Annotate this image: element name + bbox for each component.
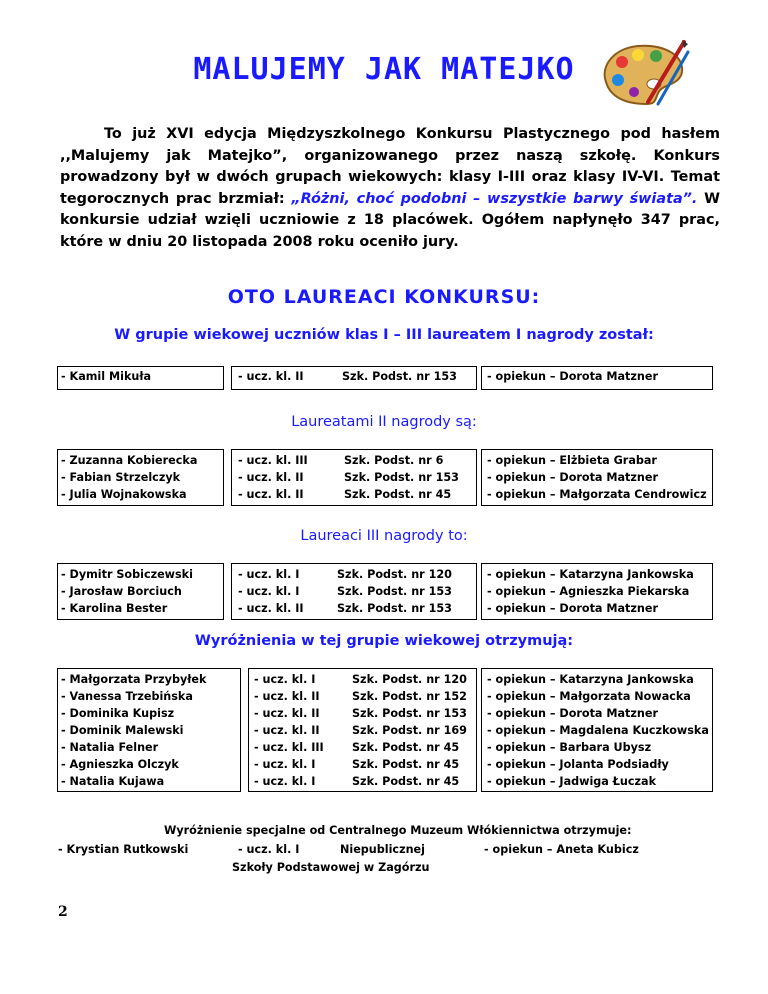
student-school: Szk. Podst. nr 45 (352, 758, 460, 771)
student-name: - Julia Wojnakowska (61, 488, 187, 501)
student-school: Szk. Podst. nr 120 (337, 568, 452, 581)
special-student-school: Niepublicznej (340, 843, 425, 856)
student-class: - ucz. kl. II (238, 471, 304, 484)
student-tutor: - opiekun – Elżbieta Grabar (487, 454, 657, 467)
first-prize-table (57, 366, 713, 390)
section-heading-third-prize: Laureaci III nagrody to: (300, 528, 468, 544)
special-distinction-heading: Wyróżnienie specjalne od Centralnego Muzeum Włókiennictwa otrzymuje: (164, 824, 632, 837)
student-name: - Fabian Strzelczyk (61, 471, 181, 484)
student-class: - ucz. kl. III (254, 741, 324, 754)
student-name: - Kamil Mikuła (61, 370, 152, 383)
student-tutor: - opiekun – Dorota Matzner (487, 471, 658, 484)
student-name: - Jarosław Borciuch (61, 585, 182, 598)
section-heading-second-prize: Laureatami II nagrody są: (291, 414, 477, 430)
student-tutor: - opiekun – Jadwiga Łuczak (487, 775, 657, 788)
student-name: - Dominika Kupisz (61, 707, 175, 720)
student-tutor: - opiekun – Katarzyna Jankowska (487, 568, 694, 581)
student-name: - Vanessa Trzebińska (61, 690, 193, 703)
page-number: 2 (58, 904, 68, 920)
student-school: Szk. Podst. nr 152 (352, 690, 467, 703)
student-school: Szk. Podst. nr 45 (344, 488, 452, 501)
student-name: - Dominik Malewski (61, 724, 184, 737)
student-class: - ucz. kl. I (254, 673, 316, 686)
section-heading-first-prize: W grupie wiekowej uczniów klas I – III laureatem I nagrody został: (114, 327, 654, 343)
student-tutor: - opiekun – Magdalena Kuczkowska (487, 724, 709, 737)
student-school: Szk. Podst. nr 153 (337, 602, 452, 615)
student-tutor: - opiekun – Małgorzata Cendrowicz (487, 488, 707, 501)
paint-palette-icon (598, 38, 690, 108)
student-school: Szk. Podst. nr 120 (352, 673, 467, 686)
student-class: - ucz. kl. II (238, 370, 304, 383)
student-tutor: - opiekun – Jolanta Podsiadły (487, 758, 669, 771)
student-class: - ucz. kl. III (238, 454, 308, 467)
student-class: - ucz. kl. II (238, 488, 304, 501)
student-school: Szk. Podst. nr 153 (337, 585, 452, 598)
student-name: - Małgorzata Przybyłek (61, 673, 207, 686)
third-prize-table (57, 563, 713, 620)
student-class: - ucz. kl. I (254, 758, 316, 771)
special-student-tutor: - opiekun – Aneta Kubicz (484, 843, 639, 856)
student-name: - Zuzanna Kobierecka (61, 454, 198, 467)
second-prize-table (57, 449, 713, 506)
student-school: Szk. Podst. nr 153 (352, 707, 467, 720)
page-title: MALUJEMY JAK MATEJKO (193, 52, 575, 87)
student-class: - ucz. kl. I (238, 568, 300, 581)
intro-text-part2: W konkursie udział wzięli uczniowie z 18 placówek. Ogółem napłynęło 347 prac, które w dniu 20 listopada 2008 roku oceniło jury. (60, 190, 720, 250)
contest-theme: „Różni, choć podobni – wszystkie barwy świata”. (291, 190, 698, 207)
student-school: Szk. Podst. nr 45 (352, 775, 460, 788)
student-tutor: - opiekun – Dorota Matzner (487, 602, 658, 615)
student-tutor: - opiekun – Agnieszka Piekarska (487, 585, 690, 598)
special-student-school-line2: Szkoły Podstawowej w Zagórzu (232, 861, 430, 874)
laureates-heading: OTO LAUREACI KONKURSU: (227, 286, 541, 308)
student-name: - Natalia Felner (61, 741, 159, 754)
intro-paragraph (60, 124, 720, 253)
student-name: - Dymitr Sobiczewski (61, 568, 193, 581)
section-heading-distinctions: Wyróżnienia w tej grupie wiekowej otrzymują: (194, 633, 574, 649)
student-school: Szk. Podst. nr 153 (342, 370, 457, 383)
student-tutor: - opiekun – Dorota Matzner (487, 707, 658, 720)
student-name: - Karolina Bester (61, 602, 168, 615)
student-class: - ucz. kl. I (254, 775, 316, 788)
student-tutor: - opiekun – Barbara Ubysz (487, 741, 652, 754)
student-class: - ucz. kl. II (254, 690, 320, 703)
special-student-name: - Krystian Rutkowski (58, 843, 189, 856)
student-name: - Agnieszka Olczyk (61, 758, 179, 771)
intro-text-part1: To już XVI edycja Międzyszkolnego Konkursu Plastycznego pod hasłem ,,Malujemy jak Matejko”, organizowanego przez naszą szkołę. Konkurs prowadzony był w dwóch grupach wiekowych: klasy I-III oraz klasy IV-VI. Temat tegorocznych prac brzmiał: (60, 126, 720, 207)
student-school: Szk. Podst. nr 45 (352, 741, 460, 754)
student-tutor: - opiekun – Małgorzata Nowacka (487, 690, 691, 703)
student-tutor: - opiekun – Katarzyna Jankowska (487, 673, 694, 686)
student-class: - ucz. kl. I (238, 585, 300, 598)
student-school: Szk. Podst. nr 169 (352, 724, 467, 737)
student-tutor: - opiekun – Dorota Matzner (487, 370, 658, 383)
student-name: - Natalia Kujawa (61, 775, 165, 788)
student-school: Szk. Podst. nr 6 (344, 454, 444, 467)
student-class: - ucz. kl. II (254, 707, 320, 720)
student-class: - ucz. kl. II (238, 602, 304, 615)
distinctions-table (57, 668, 713, 792)
student-school: Szk. Podst. nr 153 (344, 471, 459, 484)
special-student-class: - ucz. kl. I (238, 843, 300, 856)
student-class: - ucz. kl. II (254, 724, 320, 737)
